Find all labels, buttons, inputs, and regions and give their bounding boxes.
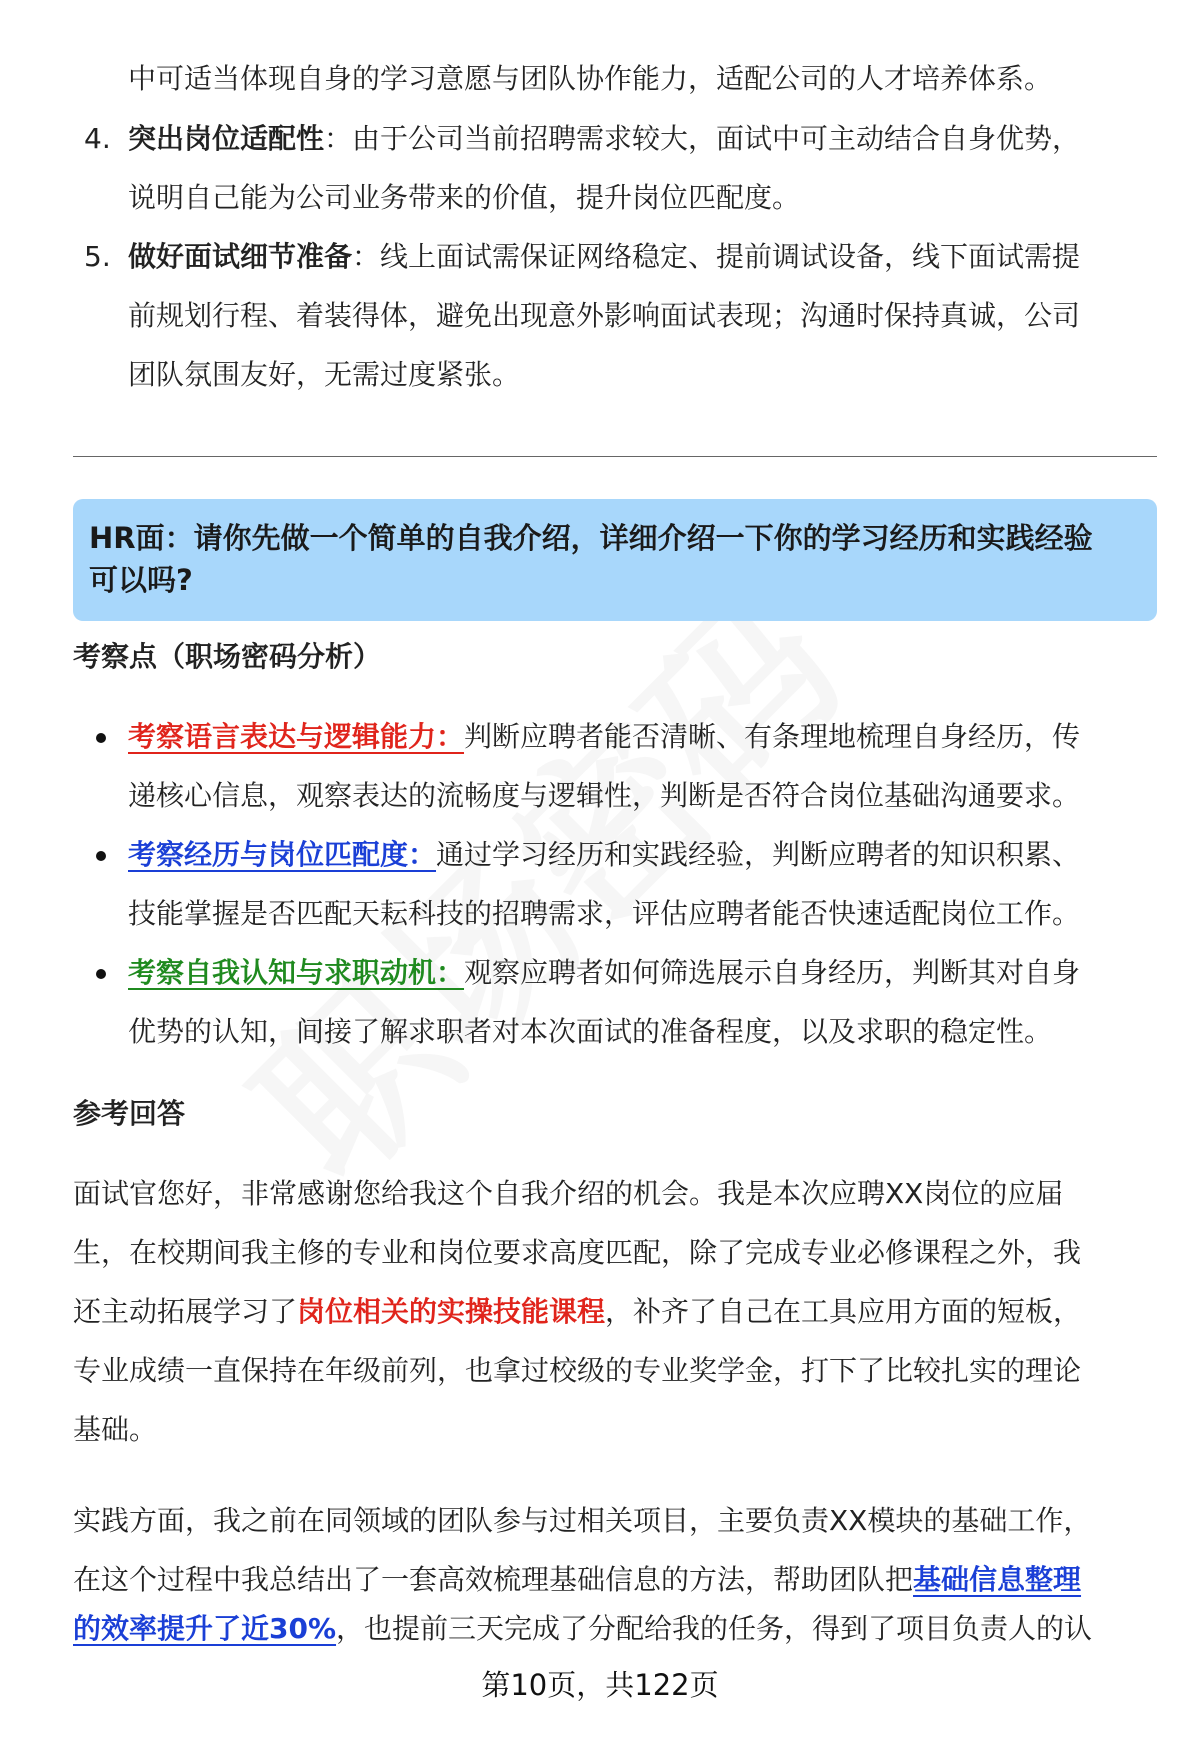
section-divider xyxy=(73,456,1157,457)
list-number: 5. xyxy=(84,240,111,273)
list-item-text: ：线上面试需保证网络稳定、提前调试设备，线下面试需提 xyxy=(352,240,1081,273)
question-line: 可以吗? xyxy=(89,563,193,597)
point-keyword: 考察经历与岗位匹配度： xyxy=(128,838,437,871)
paragraph-line: 生，在校期间我主修的专业和岗位要求高度匹配，除了完成专业必修课程之外，我 xyxy=(73,1236,1082,1269)
paragraph-line: ，也提前三天完成了分配给我的任务，得到了项目负责人的认 xyxy=(336,1612,1093,1645)
analysis-heading: 考察点（职场密码分析） xyxy=(73,640,382,673)
point-keyword: 考察自我认知与求职动机： xyxy=(128,956,465,989)
paragraph-line: 在这个过程中我总结出了一套高效梳理基础信息的方法，帮助团队把 xyxy=(73,1563,914,1596)
question-line: HR面：请你先做一个简单的自我介绍，详细介绍一下你的学习经历和实践经验 xyxy=(89,521,1093,555)
list-item xyxy=(84,227,1120,404)
list-item xyxy=(96,825,1140,943)
highlight-text: 基础信息整理 xyxy=(913,1563,1082,1596)
list-item xyxy=(96,943,1140,1061)
bullet-icon xyxy=(96,733,106,743)
answer-heading: 参考回答 xyxy=(73,1097,186,1130)
bullet-icon xyxy=(96,969,106,979)
list-number: 4. xyxy=(84,122,111,155)
question-box xyxy=(73,499,1157,621)
highlight-text: 的效率提升了近30% xyxy=(73,1612,337,1645)
list-item xyxy=(84,109,1120,227)
highlight-text: 岗位相关的实操技能课程 xyxy=(297,1295,606,1328)
point-text: 优势的认知，间接了解求职者对本次面试的准备程度，以及求职的稳定性。 xyxy=(128,1015,1053,1048)
point-text: 判断应聘者能否清晰、有条理地梳理自身经历，传 xyxy=(464,720,1081,753)
paragraph-line: 面试官您好，非常感谢您给我这个自我介绍的机会。我是本次应聘XX岗位的应届 xyxy=(73,1177,1064,1210)
list-item-text: ：由于公司当前招聘需求较大，面试中可主动结合自身优势， xyxy=(324,122,1081,155)
list-item-title: 突出岗位适配性 xyxy=(128,122,325,155)
list-item-title: 做好面试细节准备 xyxy=(128,240,353,273)
point-text: 递核心信息，观察表达的流畅度与逻辑性，判断是否符合岗位基础沟通要求。 xyxy=(128,779,1081,812)
point-text: 技能掌握是否匹配天耘科技的招聘需求，评估应聘者能否快速适配岗位工作。 xyxy=(128,897,1081,930)
paragraph-line: 专业成绩一直保持在年级前列，也拿过校级的专业奖学金，打下了比较扎实的理论 xyxy=(73,1354,1082,1387)
page-number: 第10页，共122页 xyxy=(481,1668,719,1702)
answer-paragraph-2-tail xyxy=(73,1609,1160,1649)
bullet-icon xyxy=(96,851,106,861)
list-item-text: 说明自己能为公司业务带来的价值，提升岗位匹配度。 xyxy=(128,181,801,214)
list-item xyxy=(96,707,1140,825)
list-item-text: 前规划行程、着装得体，避免出现意外影响面试表现；沟通时保持真诚，公司 xyxy=(128,299,1081,332)
point-text: 通过学习经历和实践经验，判断应聘者的知识积累、 xyxy=(436,838,1081,871)
paragraph-line: 实践方面，我之前在同领域的团队参与过相关项目，主要负责XX模块的基础工作， xyxy=(73,1504,1092,1537)
paragraph-line: ，补齐了自己在工具应用方面的短板， xyxy=(605,1295,1082,1328)
analysis-points-list xyxy=(96,707,1140,1061)
continued-text: 中可适当体现自身的学习意愿与团队协作能力，适配公司的人才培养体系。 xyxy=(128,62,1053,95)
tips-ordered-list xyxy=(84,109,1120,404)
point-text: 观察应聘者如何筛选展示自身经历，判断其对自身 xyxy=(464,956,1081,989)
paragraph-line: 基础。 xyxy=(73,1413,158,1446)
point-keyword: 考察语言表达与逻辑能力： xyxy=(128,720,465,753)
list-item-text: 团队氛围友好，无需过度紧张。 xyxy=(128,358,521,391)
answer-paragraph-1 xyxy=(73,1164,1160,1459)
paragraph-line: 还主动拓展学习了 xyxy=(73,1295,298,1328)
answer-paragraph-2 xyxy=(73,1491,1160,1609)
